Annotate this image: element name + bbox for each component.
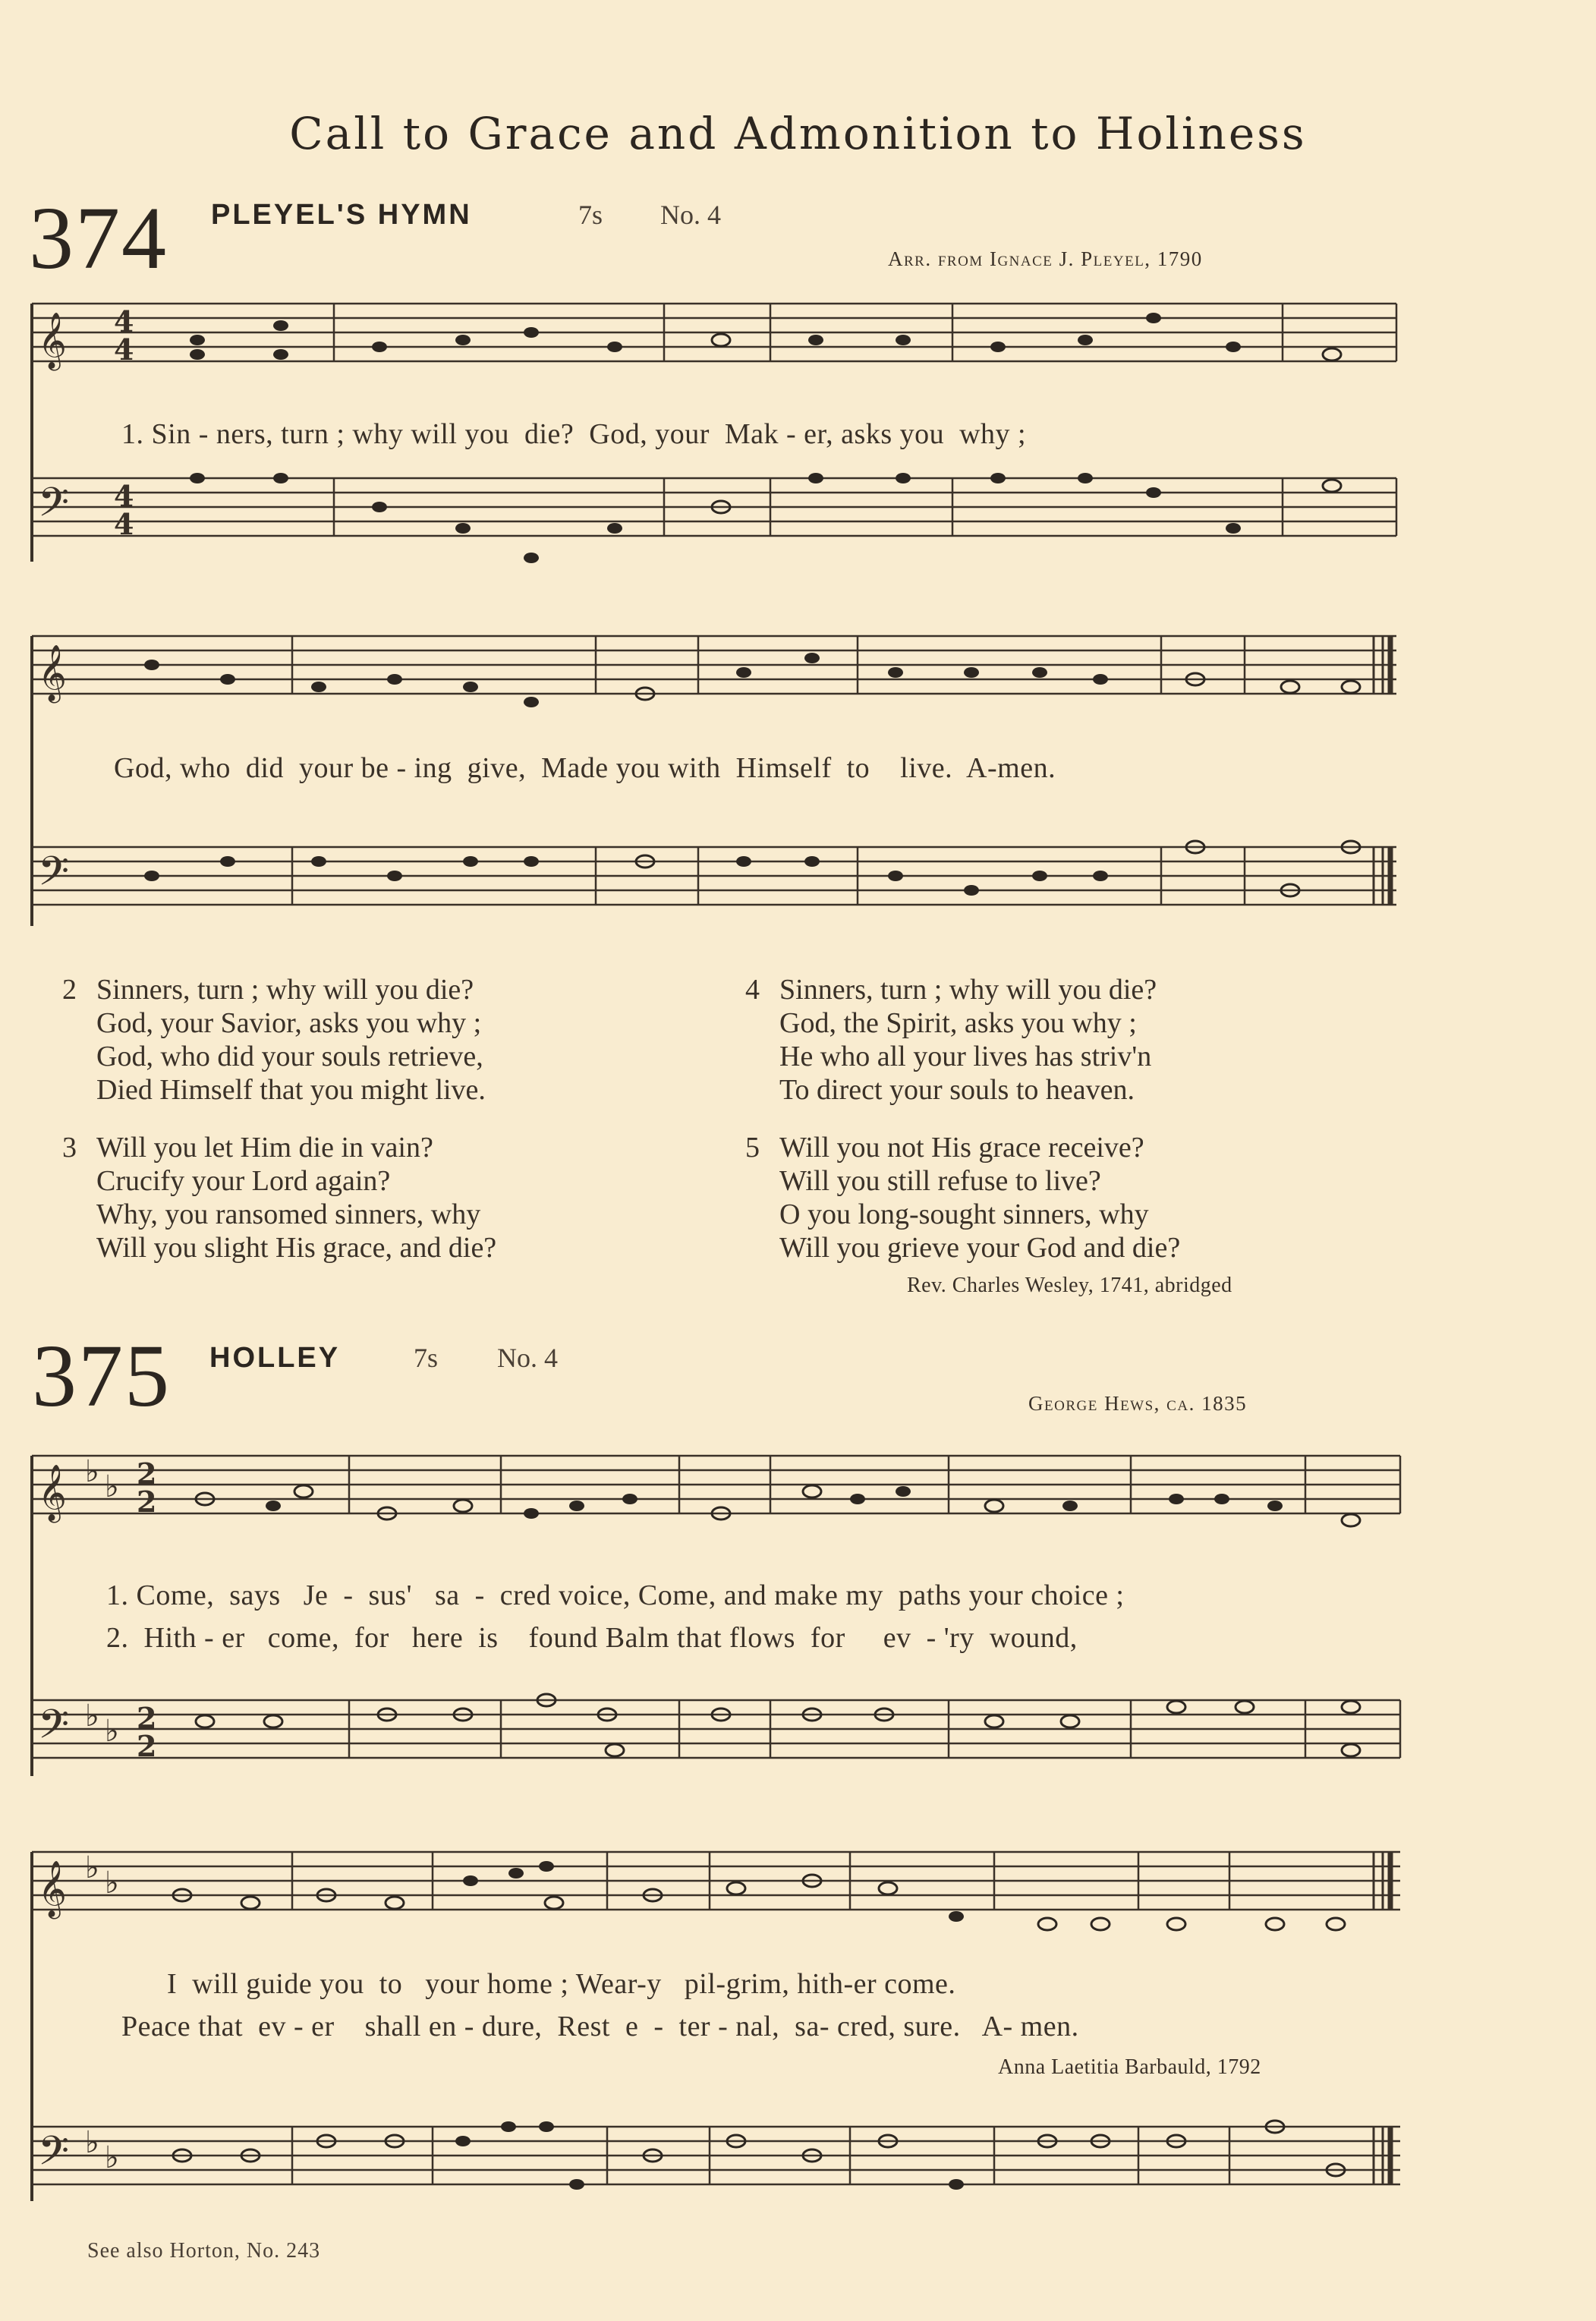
verse-line: Will you let Him die in vain? — [96, 1132, 433, 1164]
tune-name: PLEYEL'S HYMN — [211, 199, 472, 231]
svg-text:♭: ♭ — [105, 2140, 119, 2175]
verse-number: 2 — [62, 974, 77, 1006]
svg-text:4: 4 — [114, 479, 134, 513]
verse-line: Sinners, turn ; why will you die? — [779, 974, 1157, 1006]
svg-text:4: 4 — [114, 304, 134, 339]
footnote: See also Horton, No. 243 — [87, 2239, 321, 2263]
svg-text:2: 2 — [137, 1457, 157, 1491]
verse-line: Will you still refuse to live? — [779, 1165, 1101, 1197]
svg-text:♭: ♭ — [85, 1454, 99, 1489]
svg-text:♭: ♭ — [85, 1699, 99, 1734]
section-heading: Call to Grace and Admonition to Holiness — [289, 108, 1307, 159]
svg-text:4: 4 — [114, 332, 134, 367]
verse-line: God, the Spirit, asks you why ; — [779, 1007, 1137, 1039]
svg-text:𝄞: 𝄞 — [38, 1465, 67, 1521]
svg-text:2: 2 — [137, 1701, 157, 1735]
svg-text:𝄞: 𝄞 — [38, 1861, 67, 1917]
svg-text:2: 2 — [137, 1485, 157, 1519]
hymn-number: 374 — [29, 188, 168, 288]
verse-line: O you long-sought sinners, why — [779, 1198, 1149, 1230]
lyrics-line: 1. Come, says Je - sus' sa - cred voice, Come, and make my paths your choice ; — [106, 1579, 1125, 1611]
music-attribution: Arr. from Ignace J. Pleyel, 1790 — [888, 247, 1203, 270]
text-credit: Anna Laetitia Barbauld, 1792 — [998, 2055, 1261, 2079]
tune-number: No. 4 — [660, 200, 721, 230]
lyrics-line: 2. Hith - er come, for here is found Balm that flows for ev - 'ry wound, — [106, 1622, 1078, 1654]
svg-text:𝄢: 𝄢 — [38, 1702, 70, 1758]
svg-text:♭: ♭ — [105, 1866, 119, 1901]
hymn-number: 375 — [32, 1326, 171, 1425]
lyrics-line: God, who did your be - ing give, Made you with Himself to live. A-men. — [114, 752, 1056, 784]
lyrics-line: I will guide you to your home ; Wear-y pil-grim, hith-er come. — [167, 1968, 956, 2000]
tune-name: HOLLEY — [209, 1342, 341, 1374]
svg-text:𝄢: 𝄢 — [38, 849, 70, 905]
svg-text:2: 2 — [137, 1729, 157, 1763]
verse-line: Died Himself that you might live. — [96, 1074, 486, 1106]
music-attribution: George Hews, ca. 1835 — [1028, 1392, 1248, 1415]
tune-number: No. 4 — [497, 1343, 558, 1373]
svg-text:♭: ♭ — [105, 1469, 119, 1504]
meter: 7s — [414, 1343, 439, 1373]
lyrics-line: 1. Sin - ners, turn ; why will you die? God, your Mak - er, asks you why ; — [121, 418, 1027, 450]
svg-text:𝄢: 𝄢 — [38, 480, 70, 536]
svg-text:4: 4 — [114, 507, 134, 541]
meter: 7s — [578, 200, 603, 230]
verse-line: To direct your souls to heaven. — [779, 1074, 1135, 1106]
svg-text:♭: ♭ — [85, 2125, 99, 2160]
svg-text:𝄞: 𝄞 — [38, 645, 67, 701]
verse-line: God, who did your souls retrieve, — [96, 1041, 483, 1072]
verse-line: Sinners, turn ; why will you die? — [96, 974, 474, 1006]
verse-number: 4 — [745, 974, 760, 1006]
lyrics-line: Peace that ev - er shall en - dure, Rest e - ter - nal, sa- cred, sure. A- men. — [121, 2011, 1079, 2042]
verse-line: Will you not His grace receive? — [779, 1132, 1144, 1164]
svg-text:𝄢: 𝄢 — [38, 2128, 70, 2184]
verse-line: Why, you ransomed sinners, why — [96, 1198, 481, 1230]
svg-text:♭: ♭ — [105, 1714, 119, 1749]
verse-number: 5 — [745, 1132, 760, 1164]
verse-line: Will you slight His grace, and die? — [96, 1232, 497, 1264]
verse-line: God, your Savior, asks you why ; — [96, 1007, 482, 1039]
verse-number: 3 — [62, 1132, 77, 1164]
verse-line: He who all your lives has striv'n — [779, 1041, 1152, 1072]
text-credit: Rev. Charles Wesley, 1741, abridged — [907, 1274, 1232, 1297]
svg-text:♭: ♭ — [85, 1850, 99, 1885]
verse-line: Crucify your Lord again? — [96, 1165, 391, 1197]
svg-text:𝄞: 𝄞 — [38, 313, 67, 369]
verse-line: Will you grieve your God and die? — [779, 1232, 1181, 1264]
